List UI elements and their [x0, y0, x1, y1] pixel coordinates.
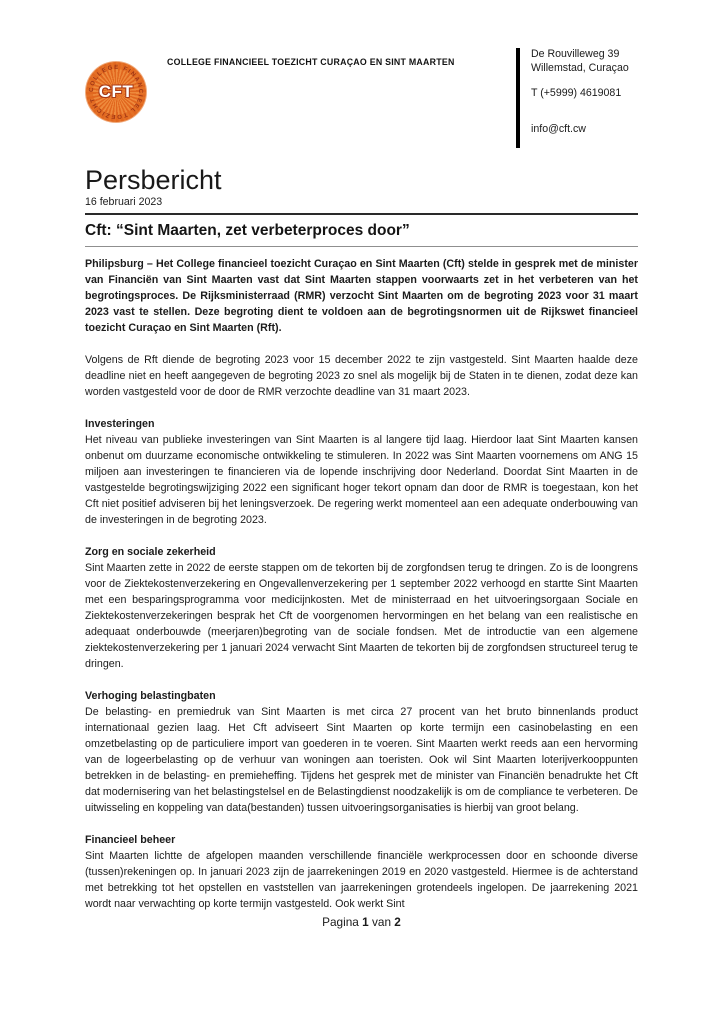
- page-number-prefix: Pagina: [322, 915, 359, 929]
- spacer: [531, 101, 629, 123]
- doc-type-label: Persbericht: [85, 165, 222, 195]
- document-content: [85, 165, 638, 912]
- doc-date: 16 februari 2023: [85, 196, 163, 208]
- page-number-total: 2: [394, 915, 401, 929]
- section-investeringen: [85, 416, 638, 528]
- section-body: Sint Maarten zette in 2022 de eerste stappen om de tekorten bij de zorgfondsen terug te dringen. Zo is de loongrens voor de Ziektekostenverzekering en Ongevallenverzekering per 1 september 2022 verhoogd en startte Sint Maarten met een besparingsprogramma voor medicijnkosten. Met de ministerraad en het uitvoeringsorgaan Sociale en Ziektekostenverzekeringen besprak het Cft de voorgenomen hervormingen en het belang van een realistische en adequaat onderbouwde (meerjaren)begroting van de sociale fondsen. Met de introductie van een algemene ziektekostenverzekering per 1 januari 2024 verwacht Sint Maarten de tekorten bij de zorgfondsen structureel terug te dringen.: [85, 562, 638, 670]
- intro-paragraph: Volgens de Rft diende de begroting 2023 voor 15 december 2022 te zijn vastgesteld. Sint Maarten haalde deze deadline niet en heeft aangegeven de begroting 2023 zo snel als mogelijk bij de Staten in te dienen, zodat deze kan worden vastgesteld voor de door de RMR verzochte deadline van 31 maart 2023.: [85, 354, 638, 398]
- page-footer: [85, 915, 638, 929]
- section-zorg-en-sociale-zekerheid: [85, 544, 638, 672]
- contact-phone: T (+5999) 4619081: [531, 87, 622, 99]
- cft-logo-text: CFT: [98, 82, 134, 101]
- title-divider: [85, 246, 638, 247]
- spacer: [531, 75, 629, 87]
- cft-logo-icon: [86, 62, 146, 122]
- svg-text:COLLEGE FINANCIEEL TOEZICHT: COLLEGE FINANCIEEL TOEZICHT: [88, 64, 144, 120]
- section-body: De belasting- en premiedruk van Sint Maarten is met circa 27 procent van het bruto binnenlands product internationaal gezien laag. Het Cft adviseert Sint Maarten op korte termijn een casinobelasting en een omzetbelasting op de particuliere import van goederen in te voeren. Sint Maarten werkt reeds aan een hervorming van de logeerbelasting op de verhuur van woningen aan toeristen. Ook wil Sint Maarten loterijverkooppunten betrekken in de belasting- en premieheffing. Tijdens het gesprek met de minister van Financiën benadrukte het Cft dat modernisering van het belastingstelsel en de Belastingdienst noodzakelijk is om de compliance te verbeteren. De uitwisseling en koppeling van data(bestanden) tussen uitvoeringsorganisaties is hierbij van groot belang.: [85, 706, 638, 814]
- page-number-current: 1: [362, 915, 369, 929]
- section-financieel-beheer: [85, 832, 638, 912]
- contact-email[interactable]: info@cft.cw: [531, 122, 586, 135]
- contact-block: [516, 48, 629, 148]
- doc-title: Cft: “Sint Maarten, zet verbeterproces door”: [85, 222, 410, 239]
- section-heading: Investeringen: [85, 418, 155, 430]
- org-name: COLLEGE FINANCIEEL TOEZICHT CURAÇAO EN SINT MAARTEN: [167, 57, 455, 67]
- section-heading: Zorg en sociale zekerheid: [85, 546, 216, 558]
- section-heading: Verhoging belastingbaten: [85, 690, 216, 702]
- section-body: Sint Maarten lichtte de afgelopen maanden verschillende financiële werkprocessen door en schoonde diverse (tussen)rekeningen op. In januari 2023 zijn de jaarrekeningen 2019 en 2020 vastgesteld. Hiermee is de achterstand met betrekking tot het opstellen en vaststellen van jaarrekeningen grotendeels ingelopen. De jaarrekening 2021 wordt naar verwachting op korte termijn vastgesteld. Ook werkt Sint: [85, 850, 638, 910]
- section-verhoging-belastingbaten: [85, 688, 638, 816]
- contact-address-line1: De Rouvilleweg 39: [531, 48, 620, 60]
- contact-address-line2: Willemstad, Curaçao: [531, 61, 629, 74]
- page-number-separator: van: [371, 915, 392, 929]
- lead-paragraph: Philipsburg – Het College financieel toezicht Curaçao en Sint Maarten (Cft) stelde in gesprek met de minister van Financiën van Sint Maarten vast dat Sint Maarten stappen voorwaarts zet in het verbeteren van het begrotingsproces. De Rijksministerraad (RMR) verzocht Sint Maarten om de begroting 2023 voor 31 maart 2023 vast te stellen. Deze begroting dient te voldoen aan de begrotingsnormen uit de Rijkswet financieel toezicht Curaçao en Sint Maarten (Rft).: [85, 258, 638, 334]
- date-divider: [85, 213, 638, 215]
- section-heading: Financieel beheer: [85, 834, 176, 846]
- section-body: Het niveau van publieke investeringen van Sint Maarten is al langere tijd laag. Hierdoor laat Sint Maarten kansen onbenut om duurzame economische ontwikkeling te stimuleren. In 2022 was Sint Maarten voornemens om ANG 15 miljoen aan investeringen te financieren via de lopende inschrijving door Nederland. Doordat Sint Maarten in de vastgestelde begrotingswijziging 2022 een significant hoger tekort opnam dan door de RMR is toegestaan, kon het Cft niet positief adviseren bij het leningsverzoek. De regering werkt momenteel aan een adequate onderbouwing van de investeringen in de begroting 2023.: [85, 434, 638, 526]
